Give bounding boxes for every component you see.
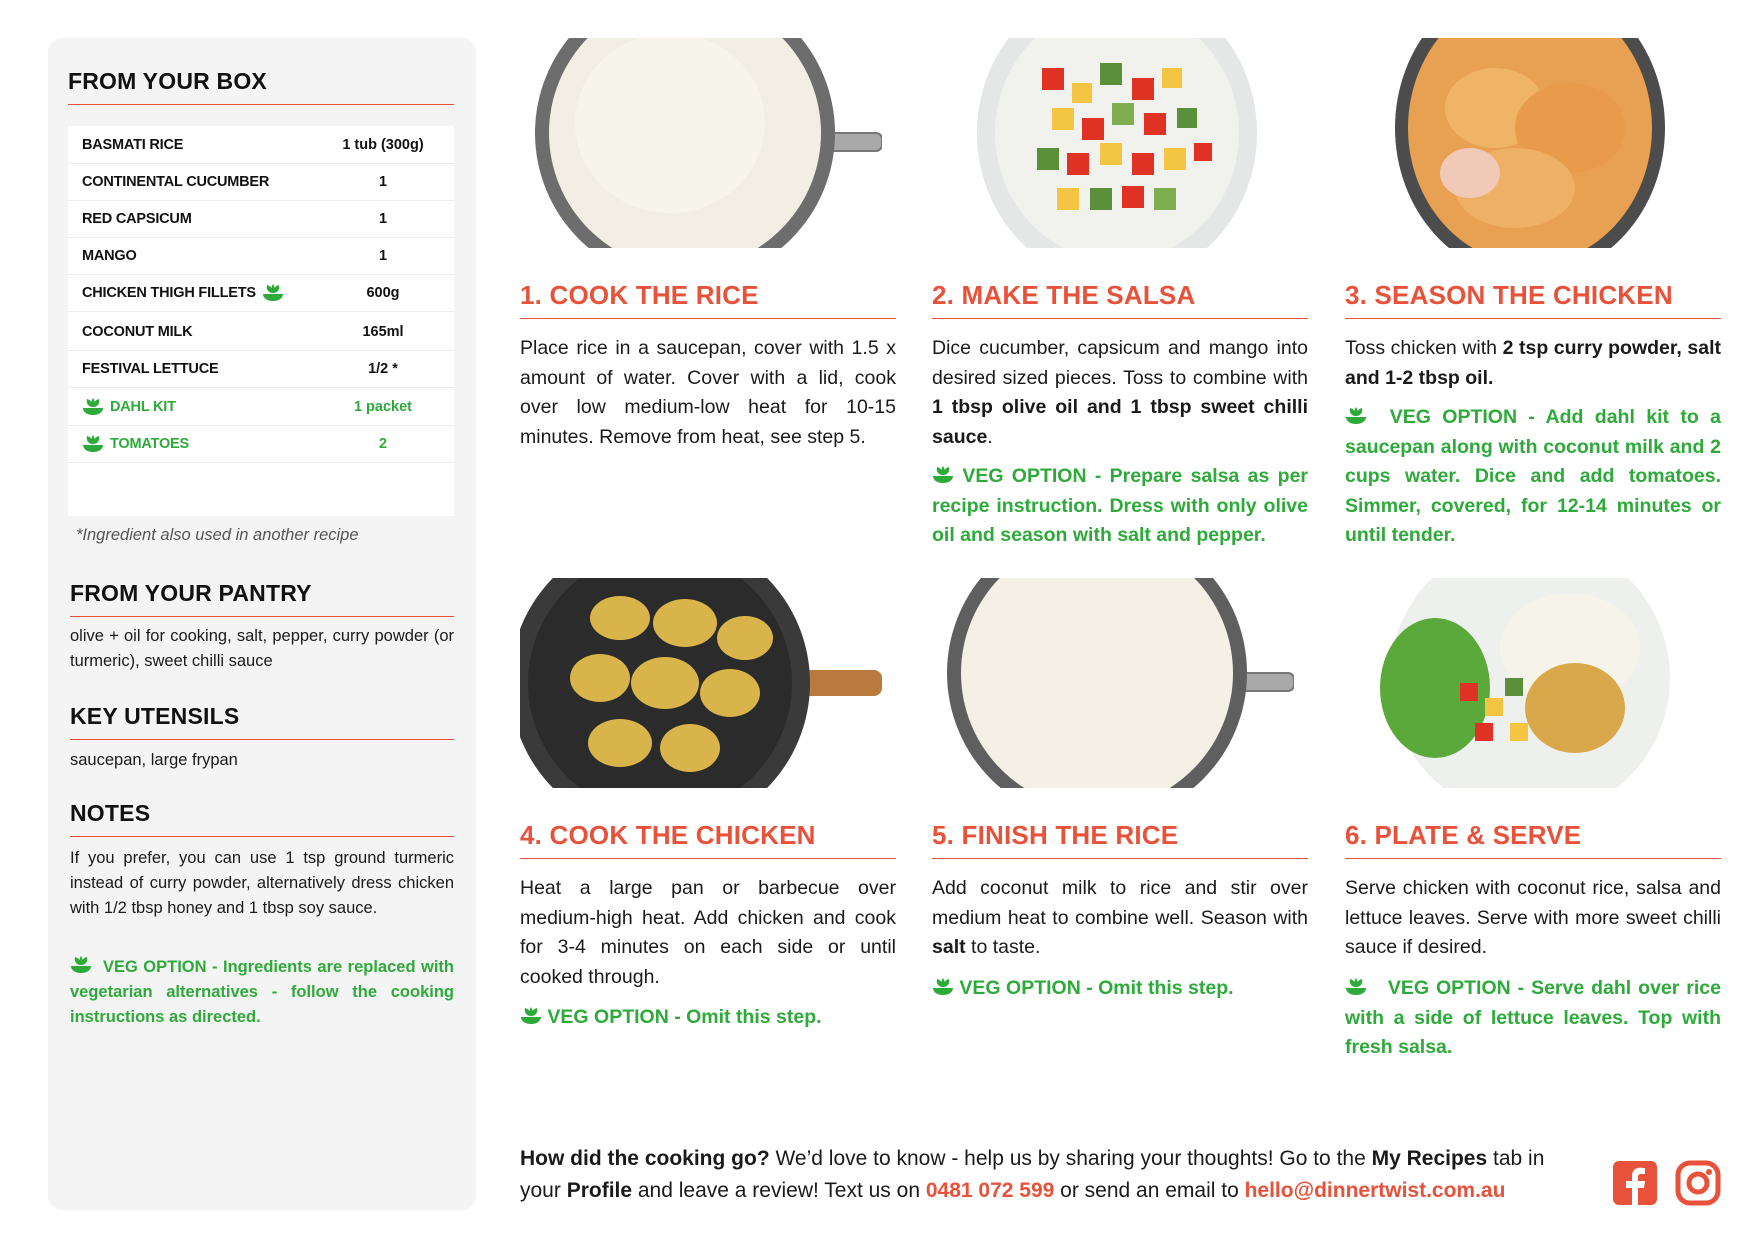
leaf-icon <box>70 956 92 974</box>
ingredient-name-text: COCONUT MILK <box>82 323 193 340</box>
ingredient-name <box>82 361 218 377</box>
ingredient-row <box>68 126 454 164</box>
step-5-body <box>932 874 1308 963</box>
step-5-body-text: Add coconut milk to rice and stir over medium heat to combine well. Season with <box>932 877 1308 929</box>
ingredient-name <box>82 211 192 227</box>
feedback-footer <box>520 1143 1580 1207</box>
ingredient-row <box>68 313 454 351</box>
step-2-title: 2. MAKE THE SALSA <box>932 280 1196 310</box>
footer-text-1: We’d love to know - help us by sharing your thoughts! Go to the <box>769 1147 1372 1170</box>
box-heading: FROM YOUR BOX <box>68 68 267 94</box>
ingredient-row <box>68 200 454 238</box>
step-4-veg-option <box>520 1003 896 1033</box>
footer-text-2: tab in your <box>520 1147 1545 1202</box>
ingredient-name-text: CHICKEN THIGH FILLETS <box>82 284 256 301</box>
ingredient-name <box>82 248 137 264</box>
step-1-title: 1. COOK THE RICE <box>520 280 759 310</box>
step-5-photo <box>932 578 1294 788</box>
leaf-icon <box>520 1007 542 1025</box>
step-1-body: Place rice in a saucepan, cover with 1.5 x amount of water. Cover with a lid, cook over low medium-low heat for 10-15 minutes. Remove from heat, see step 5. <box>520 337 896 448</box>
ingredient-name <box>82 398 176 416</box>
leaf-icon <box>932 978 954 996</box>
instagram-icon[interactable] <box>1675 1160 1721 1206</box>
step-3-body-bold: 2 tsp curry powder, salt and 1-2 tbsp oil. <box>1345 337 1721 389</box>
leaf-icon <box>262 284 284 302</box>
ingredient-row <box>68 425 454 463</box>
ingredient-quantity: 1/2 * <box>368 360 398 377</box>
step-rule <box>932 858 1308 859</box>
my-recipes-link[interactable]: My Recipes <box>1371 1147 1488 1170</box>
footer-text-4: or send an email to <box>1054 1179 1245 1202</box>
ingredient-name <box>82 137 183 153</box>
ingredient-name-text: DAHL KIT <box>110 398 176 415</box>
step-2-body-text: Dice cucumber, capsicum and mango into desired sized pieces. Toss to combine with <box>932 337 1308 389</box>
step-6-veg-text: VEG OPTION - Serve dahl over rice with a side of lettuce leaves. Top with fresh salsa. <box>1345 977 1721 1058</box>
step-2-body-bold: 1 tbsp olive oil and 1 tbsp sweet chilli sauce <box>932 396 1308 448</box>
step-6-photo <box>1345 578 1707 788</box>
ingredient-quantity: 165ml <box>362 323 404 340</box>
ingredient-name-text: RED CAPSICUM <box>82 210 192 227</box>
step-4-body: Heat a large pan or barbecue over medium-high heat. Add chicken and cook for 3-4 minutes on each side or until cooked through. <box>520 877 896 988</box>
step-5-title: 5. FINISH THE RICE <box>932 820 1179 850</box>
profile-link[interactable]: Profile <box>566 1179 633 1202</box>
ingredient-quantity: 1 <box>378 210 388 227</box>
ingredient-quantity: 1 <box>378 247 388 264</box>
ingredient-row <box>68 350 454 388</box>
step-2-body-end: . <box>987 425 993 448</box>
step-4-veg-text: VEG OPTION - Omit this step. <box>547 1006 822 1028</box>
ingredients-table <box>68 126 454 516</box>
facebook-icon[interactable] <box>1612 1160 1658 1206</box>
step-5-body-bold: salt <box>932 936 966 958</box>
step-2-photo <box>932 38 1294 248</box>
ingredient-name-text: TOMATOES <box>110 435 189 452</box>
step-rule <box>520 318 896 319</box>
step-6-body: Serve chicken with coconut rice, salsa and lettuce leaves. Serve with more sweet chilli sauce if desired. <box>1345 877 1721 958</box>
utensils-text: saucepan, large frypan <box>70 751 238 769</box>
ingredient-row <box>68 237 454 275</box>
leaf-icon <box>932 466 954 484</box>
leaf-icon <box>82 398 104 416</box>
step-rule <box>1345 318 1721 319</box>
ingredient-quantity: 1 packet <box>353 398 413 415</box>
step-5-veg-option <box>932 974 1308 1004</box>
ingredient-name-text: CONTINENTAL CUCUMBER <box>82 173 270 190</box>
phone-link[interactable]: 0481 072 599 <box>925 1179 1055 1202</box>
leaf-icon <box>1345 978 1367 996</box>
ingredient-name <box>82 284 284 302</box>
email-link[interactable]: hello@dinnertwist.com.au <box>1244 1179 1506 1202</box>
pantry-text: olive + oil for cooking, salt, pepper, curry powder (or turmeric), sweet chilli sauce <box>70 627 454 670</box>
ingredient-row <box>68 388 454 426</box>
notes-text: If you prefer, you can use 1 tsp ground turmeric instead of curry powder, alternatively dress chicken with 1/2 tbsp honey and 1 tbsp soy sauce. <box>70 849 454 917</box>
step-rule <box>1345 858 1721 859</box>
ingredient-name <box>82 174 269 190</box>
footer-question: How did the cooking go? <box>520 1147 770 1170</box>
ingredient-quantity: 1 tub (300g) <box>342 136 424 153</box>
step-4-title: 4. COOK THE CHICKEN <box>520 820 816 850</box>
leaf-icon <box>82 435 104 453</box>
step-2-veg-option <box>932 462 1308 551</box>
ingredients-sidebar <box>48 38 476 1210</box>
ingredient-name-text: FESTIVAL LETTUCE <box>82 360 219 377</box>
step-4-photo <box>520 578 882 788</box>
step-5-body-end: to taste. <box>965 936 1041 958</box>
step-6-title: 6. PLATE & SERVE <box>1345 820 1582 850</box>
ingredient-name <box>82 324 192 340</box>
ingredient-name-text: MANGO <box>82 247 137 264</box>
notes-heading: NOTES <box>70 800 151 826</box>
step-3-body <box>1345 334 1721 393</box>
ingredient-row <box>68 163 454 201</box>
ingredient-name <box>82 435 189 453</box>
ingredient-quantity: 2 <box>378 435 388 452</box>
step-3-body-text: Toss chicken with <box>1345 337 1503 359</box>
notes-veg-text: VEG OPTION - Ingredients are replaced with vegetarian alternatives - follow the cooking instructions as directed. <box>70 958 454 1026</box>
notes-veg-option <box>70 955 454 1030</box>
step-2-body <box>932 334 1308 452</box>
step-2-veg-text: VEG OPTION - Prepare salsa as per recipe instruction. Dress with only olive oil and season with salt and pepper. <box>932 465 1308 546</box>
utensils-heading: KEY UTENSILS <box>70 703 240 729</box>
step-1-photo <box>520 38 882 248</box>
footer-text-3: and leave a review! Text us on <box>632 1179 926 1202</box>
heading-rule <box>70 616 454 617</box>
step-5-veg-text: VEG OPTION - Omit this step. <box>959 977 1234 999</box>
heading-rule <box>68 104 454 105</box>
heading-rule <box>70 739 454 740</box>
ingredient-row <box>68 274 454 312</box>
footnote: *Ingredient also used in another recipe <box>76 526 359 544</box>
step-3-veg-text: VEG OPTION - Add dahl kit to a saucepan along with coconut milk and 2 cups water. Dice and add tomatoes. Simmer, covered, for 12-14 minutes or until tender. <box>1345 406 1721 546</box>
heading-rule <box>70 836 454 837</box>
step-rule <box>520 858 896 859</box>
step-3-veg-option <box>1345 403 1721 551</box>
step-3-title: 3. SEASON THE CHICKEN <box>1345 280 1673 310</box>
ingredient-quantity: 600g <box>366 284 400 301</box>
ingredient-quantity: 1 <box>378 173 388 190</box>
leaf-icon <box>1345 407 1367 425</box>
step-3-photo <box>1345 38 1707 248</box>
pantry-heading: FROM YOUR PANTRY <box>70 580 312 606</box>
step-rule <box>932 318 1308 319</box>
step-6-veg-option <box>1345 974 1721 1063</box>
ingredient-name-text: BASMATI RICE <box>82 136 184 153</box>
